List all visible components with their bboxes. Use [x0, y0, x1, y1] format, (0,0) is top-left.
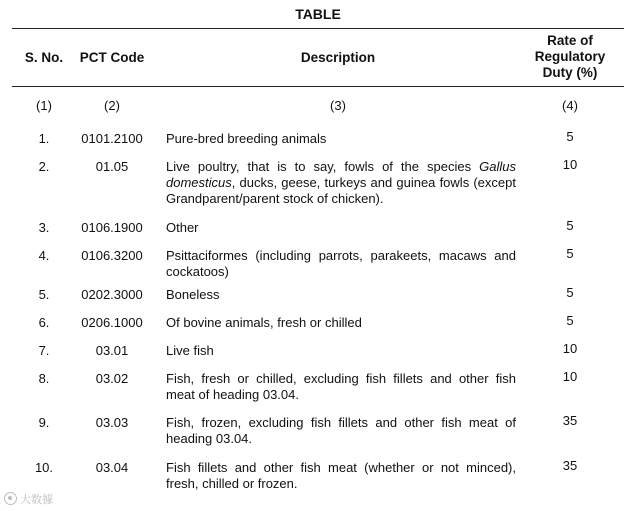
row-3-pct-code: 0106.1900 — [81, 220, 143, 235]
column-number-1: (1) — [36, 98, 52, 113]
row-9-pct-code: 03.03 — [95, 415, 129, 430]
row-10-sno: 10. — [34, 460, 54, 475]
row-2-pct-code: 01.05 — [95, 159, 129, 174]
row-2-description-species: Gallus domesticus — [166, 159, 516, 190]
column-number-2: (2) — [104, 98, 120, 113]
header-duty-rate: Rate of Regulatory Duty (%) — [534, 33, 606, 80]
row-10-duty: 35 — [562, 458, 578, 473]
header-pct-code: PCT Code — [79, 50, 145, 65]
row-8-sno: 8. — [38, 371, 50, 386]
row-3-duty: 5 — [566, 218, 574, 233]
row-8-pct-code: 03.02 — [95, 371, 129, 386]
header-rule — [12, 86, 624, 87]
row-4-duty: 5 — [566, 246, 574, 261]
row-6-sno: 6. — [38, 315, 50, 330]
row-2-description-after: , ducks, geese, turkeys and guinea fowls (except Grandparent/parent stock of chicken). — [166, 175, 516, 206]
header-description: Description — [300, 50, 376, 65]
row-9-sno: 9. — [38, 415, 50, 430]
top-rule — [12, 28, 624, 29]
column-number-4: (4) — [562, 98, 578, 113]
row-3-sno: 3. — [38, 220, 50, 235]
row-9-duty: 35 — [562, 413, 578, 428]
row-3-description: Other — [166, 220, 199, 235]
row-5-pct-code: 0202.3000 — [81, 287, 143, 302]
row-2-sno: 2. — [38, 159, 50, 174]
watermark — [4, 491, 53, 507]
row-7-description: Live fish — [166, 343, 214, 358]
row-9-description: Fish, frozen, excluding fish fillets and other fish meat of heading 03.04. — [166, 415, 516, 446]
row-5-duty: 5 — [566, 285, 574, 300]
row-4-sno: 4. — [38, 248, 50, 263]
row-2-duty: 10 — [562, 157, 578, 172]
header-sno: S. No. — [24, 50, 64, 65]
row-6-description: Of bovine animals, fresh or chilled — [166, 315, 362, 330]
row-4-pct-code: 0106.3200 — [81, 248, 143, 263]
row-7-sno: 7. — [38, 343, 50, 358]
row-1-pct-code: 0101.2100 — [81, 131, 143, 146]
column-number-3: (3) — [330, 98, 346, 113]
row-10-pct-code: 03.04 — [95, 460, 129, 475]
row-7-duty: 10 — [562, 341, 578, 356]
row-5-sno: 5. — [38, 287, 50, 302]
row-2-description-before: Live poultry, that is to say, fowls of the species — [166, 159, 480, 174]
row-8-description: Fish, fresh or chilled, excluding fish fillets and other fish meat of heading 03.04. — [166, 371, 516, 402]
row-5-description: Boneless — [166, 287, 220, 302]
row-8-duty: 10 — [562, 369, 578, 384]
row-6-pct-code: 0206.1000 — [81, 315, 143, 330]
row-10-description: Fish fillets and other fish meat (whether or not minced), fresh, chilled or frozen. — [166, 460, 516, 491]
row-4-description: Psittaciformes (including parrots, parakeets, macaws and cockatoos) — [166, 248, 516, 279]
table-title: TABLE — [295, 6, 341, 22]
watermark-text: 大数據 — [20, 494, 53, 506]
row-2-description — [166, 159, 516, 207]
weibo-icon — [4, 492, 17, 505]
row-6-duty: 5 — [566, 313, 574, 328]
row-7-pct-code: 03.01 — [95, 343, 129, 358]
row-1-sno: 1. — [38, 131, 50, 146]
row-1-description: Pure-bred breeding animals — [166, 131, 327, 146]
row-1-duty: 5 — [566, 129, 574, 144]
